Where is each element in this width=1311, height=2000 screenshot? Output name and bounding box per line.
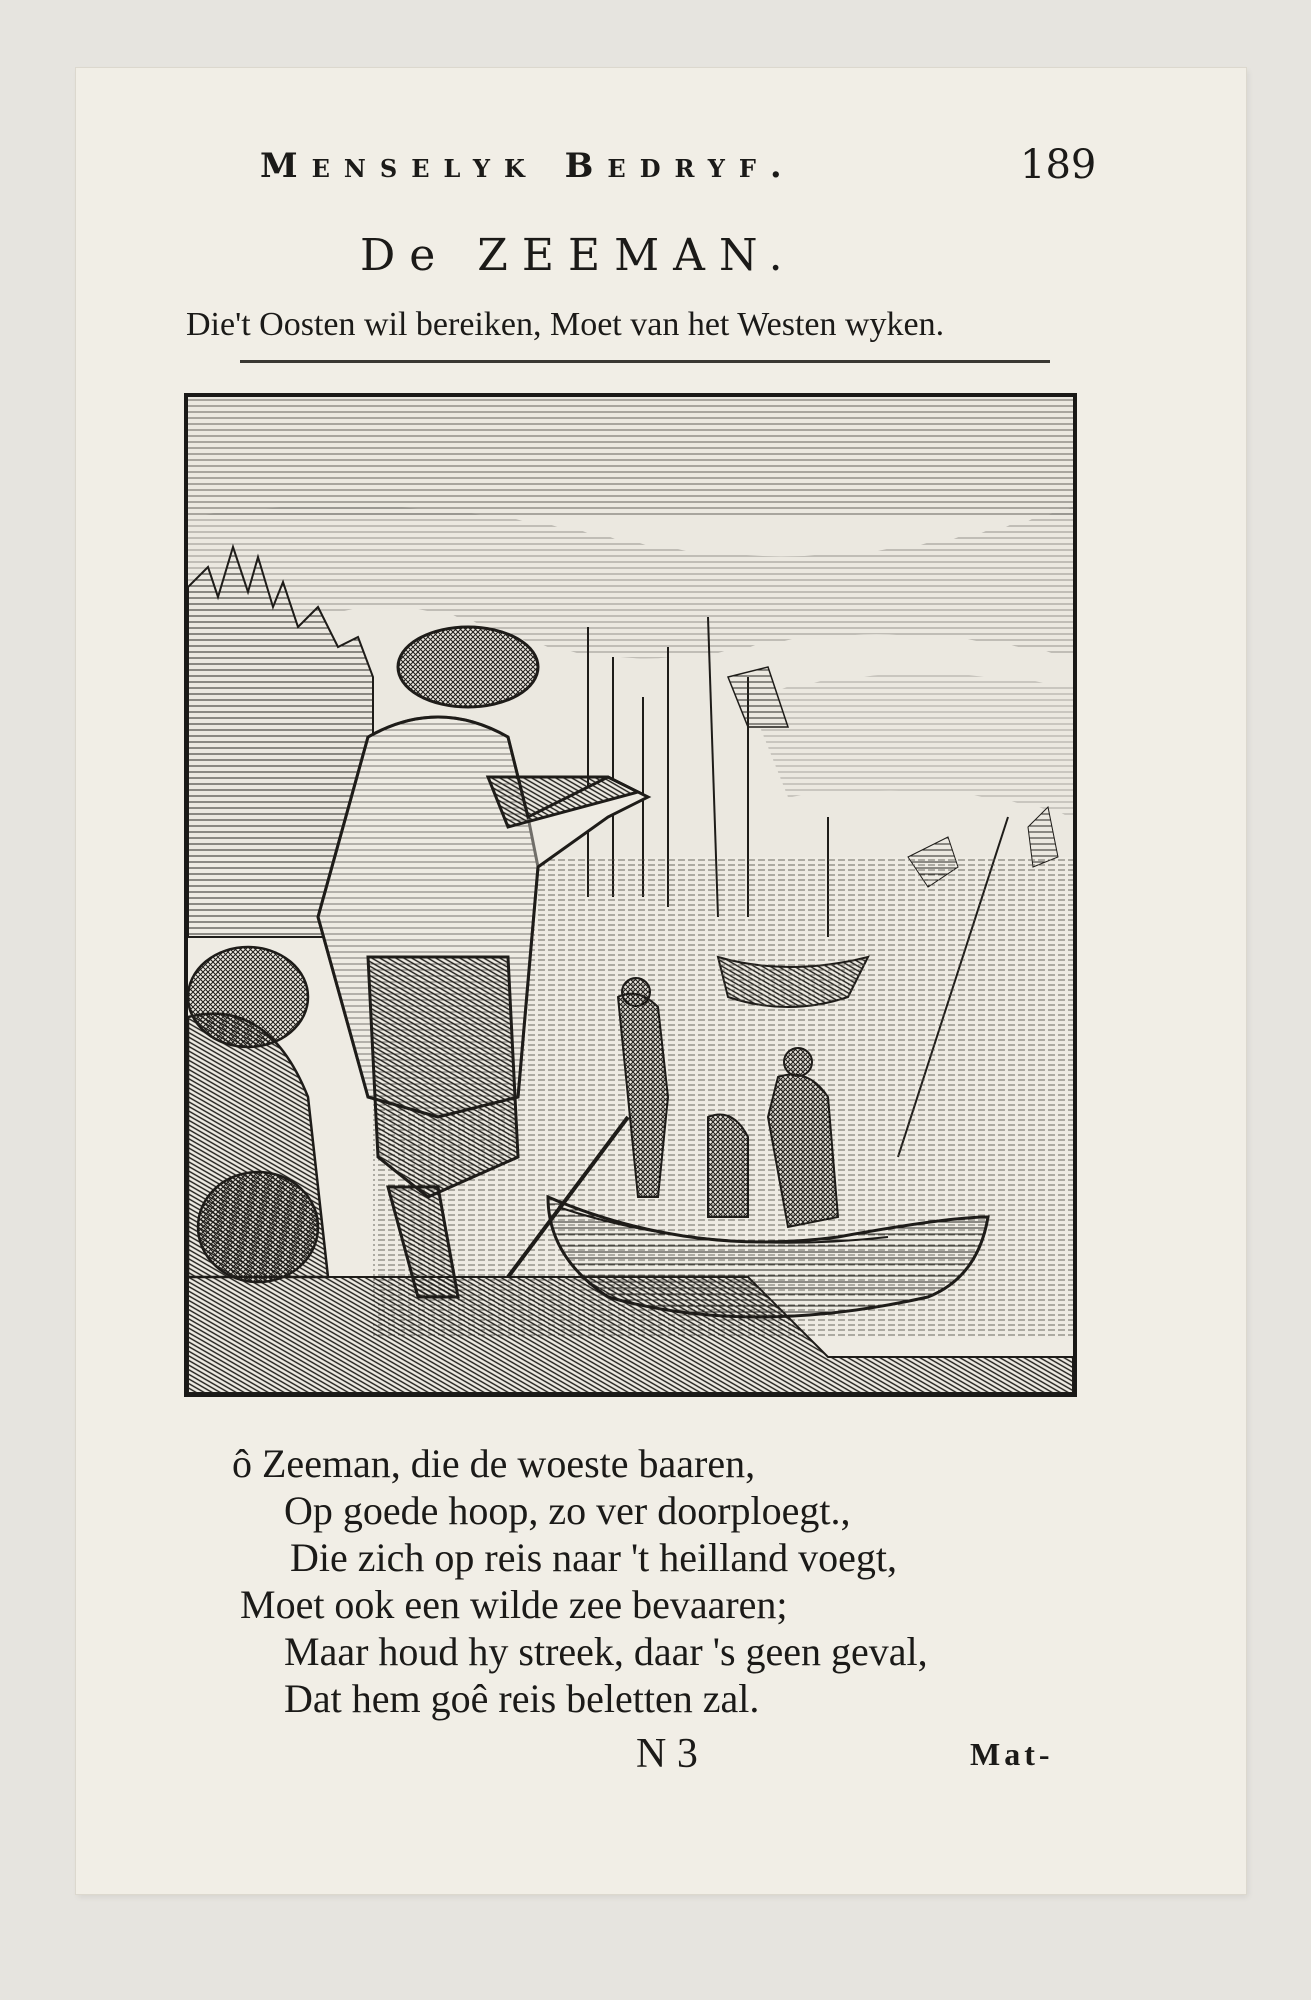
engraving-illustration [184, 393, 1077, 1397]
divider-rule [240, 360, 1050, 363]
signature-mark: N 3 [636, 1731, 698, 1777]
catchword: Mat- [970, 1736, 1054, 1772]
harbor-scene-image [188, 397, 1073, 1393]
motto: Die't Oosten wil bereiken, Moet van het Westen wyken. [186, 306, 945, 343]
verse-line: ô Zeeman, die de woeste baaren, [232, 1441, 756, 1486]
verse-line: Die zich op reis naar 't heilland voegt, [290, 1535, 897, 1580]
verse-line: Dat hem goê reis beletten zal. [284, 1676, 760, 1721]
page-title: De ZEEMAN. [360, 230, 797, 281]
verse-line: Maar houd hy streek, daar 's geen geval, [284, 1629, 928, 1674]
page-number: 189 [1020, 142, 1097, 188]
running-head: Menselyk Bedryf. [260, 146, 796, 186]
verse-line: Op goede hoop, zo ver doorploegt., [284, 1488, 851, 1533]
verse-line: Moet ook een wilde zee bevaaren; [240, 1582, 788, 1627]
verse-block [232, 1440, 1112, 1722]
